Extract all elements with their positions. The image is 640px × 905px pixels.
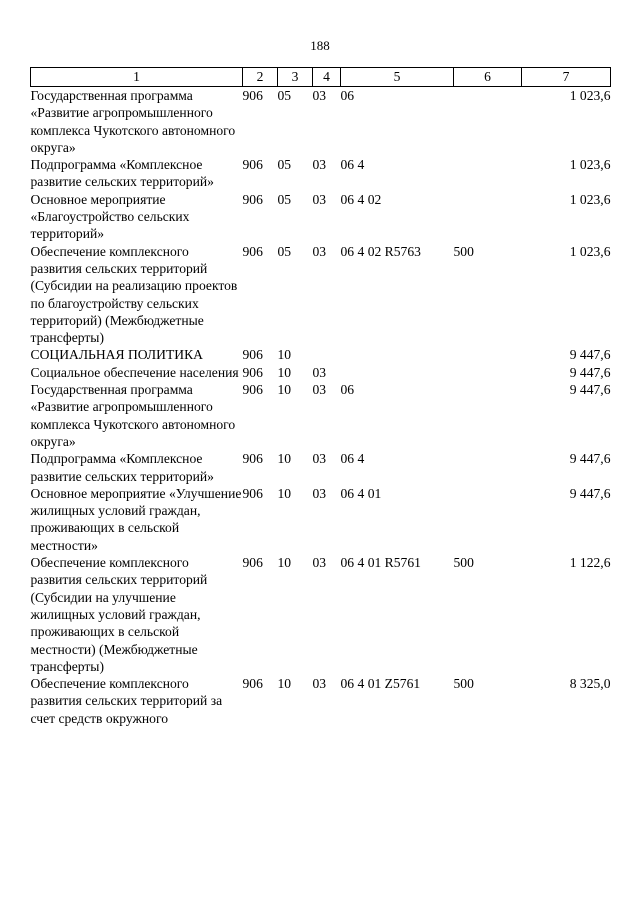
cell-amount: 8 325,0 xyxy=(569,676,611,692)
cell-admin-code: 906 xyxy=(242,382,263,398)
cell-item-name: Подпрограмма «Комплексное развитие сельских территорий» xyxy=(30,451,214,484)
cell-expense-type-code: 500 xyxy=(453,555,474,571)
header-col-7: 7 xyxy=(522,68,611,87)
cell-target-article-code xyxy=(341,364,454,381)
cell-target-article-code: 06 4 02 R5763 xyxy=(340,243,421,259)
cell-admin-code: 906 xyxy=(242,451,263,467)
table-row xyxy=(31,450,611,485)
cell-target-article-code: 06 4 xyxy=(340,451,365,467)
cell-target-article-code: 06 4 01 Z5761 xyxy=(340,676,421,692)
cell-subsection-code: 03 xyxy=(312,485,327,501)
cell-item-name: Обеспечение комплексного развития сельских территорий за счет средств окружного xyxy=(30,676,223,726)
cell-subsection-code: 03 xyxy=(312,676,327,692)
table-row xyxy=(31,554,611,675)
table-row xyxy=(31,364,611,381)
cell-item-name: Основное мероприятие «Благоустройство сельских территорий» xyxy=(30,191,190,242)
cell-amount: 9 447,6 xyxy=(569,347,611,363)
cell-amount: 9 447,6 xyxy=(569,451,611,467)
cell-expense-type-code xyxy=(454,191,522,243)
table-body xyxy=(31,87,611,727)
cell-admin-code: 906 xyxy=(242,555,263,571)
cell-section-code: 05 xyxy=(277,157,292,173)
table-row xyxy=(31,346,611,363)
header-col-1: 1 xyxy=(31,68,243,87)
cell-expense-type-code xyxy=(454,156,522,191)
cell-expense-type-code: 500 xyxy=(453,676,474,692)
cell-item-name: Подпрограмма «Комплексное развитие сельских территорий» xyxy=(30,157,214,190)
cell-amount: 1 023,6 xyxy=(569,191,611,207)
cell-expense-type-code xyxy=(454,87,522,157)
table-header-row xyxy=(31,68,611,87)
cell-admin-code: 906 xyxy=(242,243,263,259)
cell-expense-type-code xyxy=(454,450,522,485)
cell-item-name: Государственная программа «Развитие агропромышленного комплекса Чукотского автономного округа» xyxy=(30,88,236,155)
table-row xyxy=(31,243,611,347)
header-col-2: 2 xyxy=(243,68,278,87)
cell-section-code: 05 xyxy=(277,88,292,103)
cell-subsection-code: 03 xyxy=(312,191,327,207)
cell-amount: 9 447,6 xyxy=(569,485,611,501)
cell-admin-code: 906 xyxy=(242,88,263,103)
table-row xyxy=(31,191,611,243)
cell-target-article-code: 06 4 01 R5761 xyxy=(340,555,421,571)
cell-subsection-code: 03 xyxy=(312,382,327,398)
table-row xyxy=(31,485,611,554)
cell-amount: 1 023,6 xyxy=(569,243,611,259)
cell-subsection-code: 03 xyxy=(312,243,327,259)
cell-amount: 9 447,6 xyxy=(569,382,611,398)
cell-item-name: Государственная программа «Развитие агропромышленного комплекса Чукотского автономного округа» xyxy=(30,382,236,449)
cell-section-code: 10 xyxy=(277,347,292,363)
header-col-6: 6 xyxy=(454,68,522,87)
cell-admin-code: 906 xyxy=(242,676,263,692)
cell-expense-type-code xyxy=(454,346,522,363)
cell-subsection-code: 03 xyxy=(312,555,327,571)
cell-subsection-code: 03 xyxy=(312,157,327,173)
cell-target-article-code: 06 xyxy=(340,382,355,398)
cell-subsection-code: 03 xyxy=(312,364,327,380)
cell-item-name: Обеспечение комплексного развития сельских территорий (Субсидии на реализацию проектов по благоустройству сельских территорий) (Межбюджетные трансферты) xyxy=(30,243,238,346)
cell-item-name: СОЦИАЛЬНАЯ ПОЛИТИКА xyxy=(30,347,203,363)
cell-amount: 9 447,6 xyxy=(569,364,611,380)
header-col-3: 3 xyxy=(278,68,313,87)
cell-admin-code: 906 xyxy=(242,364,263,380)
budget-table xyxy=(30,67,611,727)
cell-amount: 1 122,6 xyxy=(569,555,611,571)
cell-expense-type-code xyxy=(454,485,522,554)
cell-subsection-code: 03 xyxy=(312,88,327,103)
cell-section-code: 10 xyxy=(277,676,292,692)
header-col-5: 5 xyxy=(341,68,454,87)
cell-expense-type-code xyxy=(454,364,522,381)
cell-target-article-code: 06 xyxy=(340,88,355,103)
table-row xyxy=(31,156,611,191)
cell-section-code: 05 xyxy=(277,243,292,259)
cell-admin-code: 906 xyxy=(242,191,263,207)
cell-section-code: 10 xyxy=(277,555,292,571)
cell-expense-type-code: 500 xyxy=(453,243,474,259)
cell-admin-code: 906 xyxy=(242,485,263,501)
cell-amount: 1 023,6 xyxy=(569,88,611,103)
cell-expense-type-code xyxy=(454,381,522,450)
cell-section-code: 10 xyxy=(277,382,292,398)
cell-subsection-code xyxy=(313,346,341,363)
cell-section-code: 10 xyxy=(277,364,292,380)
table-row xyxy=(31,675,611,727)
cell-section-code: 10 xyxy=(277,485,292,501)
cell-section-code: 05 xyxy=(277,191,292,207)
cell-target-article-code: 06 4 01 xyxy=(340,485,382,501)
cell-item-name: Обеспечение комплексного развития сельских территорий (Субсидии на улучшение жилищных условий граждан, проживающих в сельской местности) (Межбюджетные трансферты) xyxy=(30,555,208,674)
cell-admin-code: 906 xyxy=(242,347,263,363)
cell-item-name: Основное мероприятие «Улучшение жилищных условий граждан, проживающих в сельской местности» xyxy=(30,485,242,553)
table-row xyxy=(31,381,611,450)
table-row xyxy=(31,87,611,157)
header-col-4: 4 xyxy=(313,68,341,87)
cell-target-article-code: 06 4 xyxy=(340,157,365,173)
cell-target-article-code xyxy=(341,346,454,363)
page-number: 188 xyxy=(310,38,330,53)
cell-target-article-code: 06 4 02 xyxy=(340,191,382,207)
cell-admin-code: 906 xyxy=(242,157,263,173)
cell-amount: 1 023,6 xyxy=(569,157,611,173)
cell-section-code: 10 xyxy=(277,451,292,467)
cell-item-name: Социальное обеспечение населения xyxy=(30,364,239,380)
cell-subsection-code: 03 xyxy=(312,451,327,467)
